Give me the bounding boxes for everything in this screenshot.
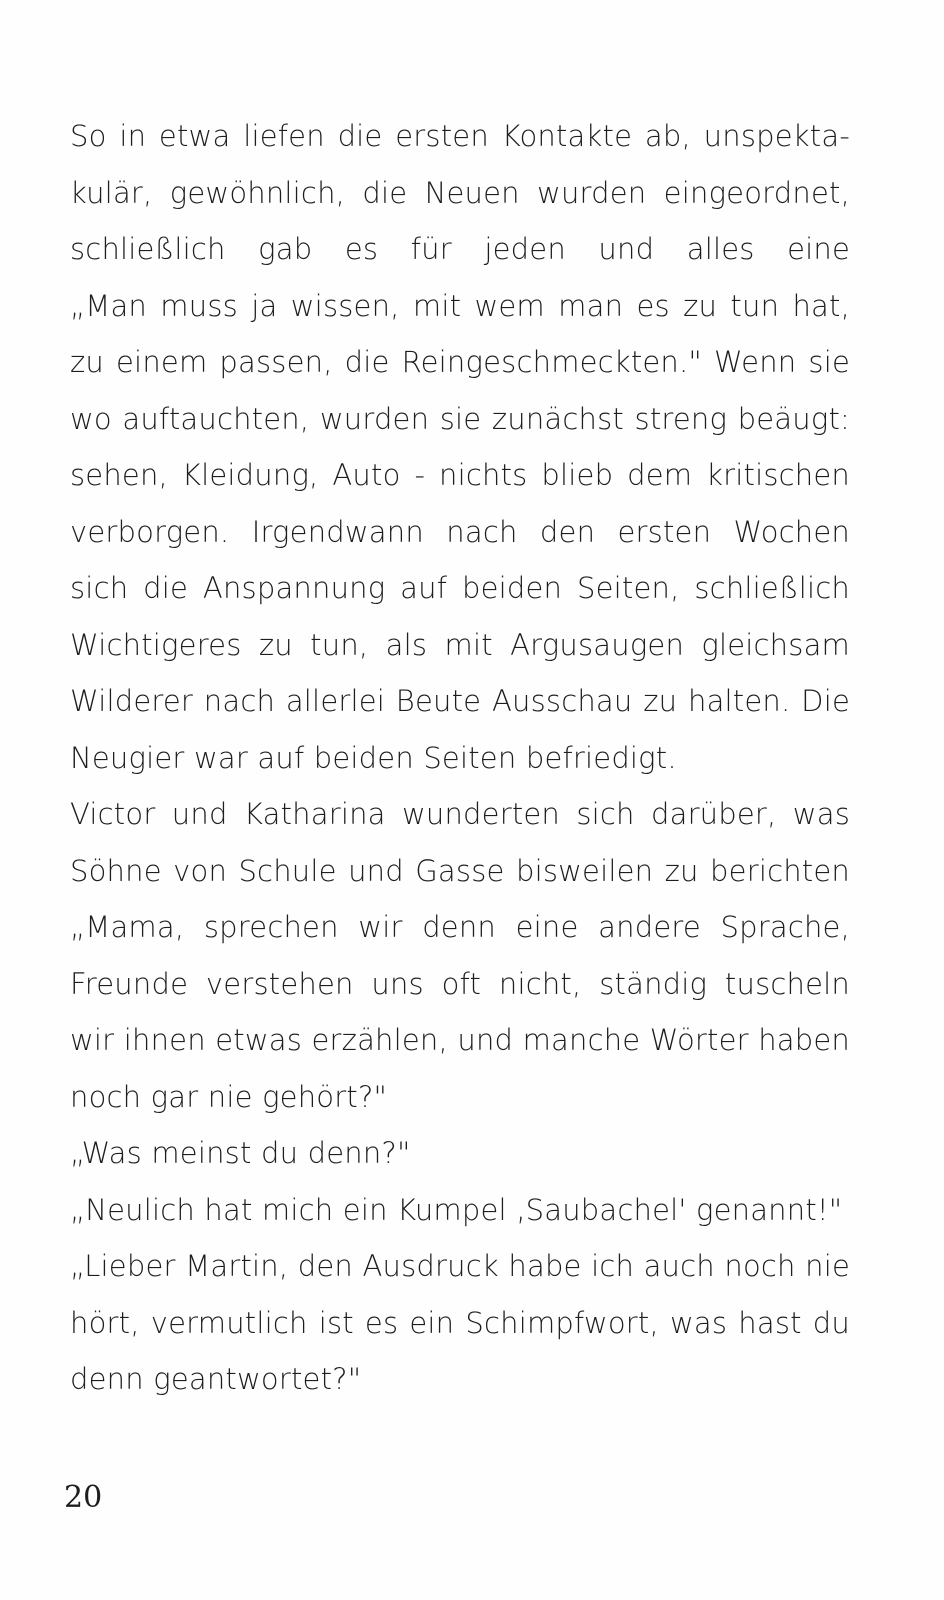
text-line: denn geantwortet?" — [70, 1362, 362, 1396]
text-line: wo auftauchten, wurden sie zunächst streng beäugt: — [70, 401, 850, 436]
text-line: Wichtigeres zu tun, als mit Argusaugen gleichsam — [70, 627, 850, 662]
text-line: sich die Anspannung auf beiden Seiten, schließlich — [70, 571, 850, 605]
text-line: sehen, Kleidung, Auto - nichts blieb dem kritischen — [70, 458, 850, 492]
text-line: „Was meinst du denn?" — [70, 1136, 411, 1170]
text-line: zu einem passen, die Reingeschmeckten." Wenn sie — [70, 345, 850, 379]
body-text — [70, 108, 850, 1408]
text-line: kulär, gewöhnlich, die Neuen wurden eingeordnet, — [70, 175, 850, 210]
text-line: verborgen. Irgendwann nach den ersten Wochen — [70, 514, 850, 549]
text-line: wir ihnen etwas erzählen, und manche Wörter haben — [70, 1023, 850, 1057]
text-line: hört, vermutlich ist es ein Schimpfwort, was hast du — [70, 1305, 850, 1340]
page-number: 20 — [64, 1480, 103, 1515]
text-line: Wilderer nach allerlei Beute Ausschau zu halten. Die — [70, 684, 850, 718]
text-line: Söhne von Schule und Gasse bisweilen zu berichten — [70, 853, 850, 888]
text-line: „Mama, sprechen wir denn eine andere Sprache, — [70, 910, 850, 944]
text-line: noch gar nie gehört?" — [70, 1079, 388, 1114]
text-line: schließlich gab es für jeden und alles eine — [70, 232, 850, 266]
text-line: So in etwa liefen die ersten Kontakte ab, unspekta- — [70, 119, 850, 153]
text-line: Freunde verstehen uns oft nicht, ständig tuscheln — [70, 966, 850, 1001]
text-line: Neugier war auf beiden Seiten befriedigt. — [70, 740, 677, 775]
text-line: „Neulich hat mich ein Kumpel ‚Saubachel' genannt!" — [70, 1192, 843, 1227]
text-line: Victor und Katharina wunderten sich darüber, was — [70, 797, 850, 831]
text-line: „Man muss ja wissen, mit wem man es zu tun hat, — [70, 288, 850, 323]
text-line: „Lieber Martin, den Ausdruck habe ich auch noch nie — [70, 1249, 850, 1283]
